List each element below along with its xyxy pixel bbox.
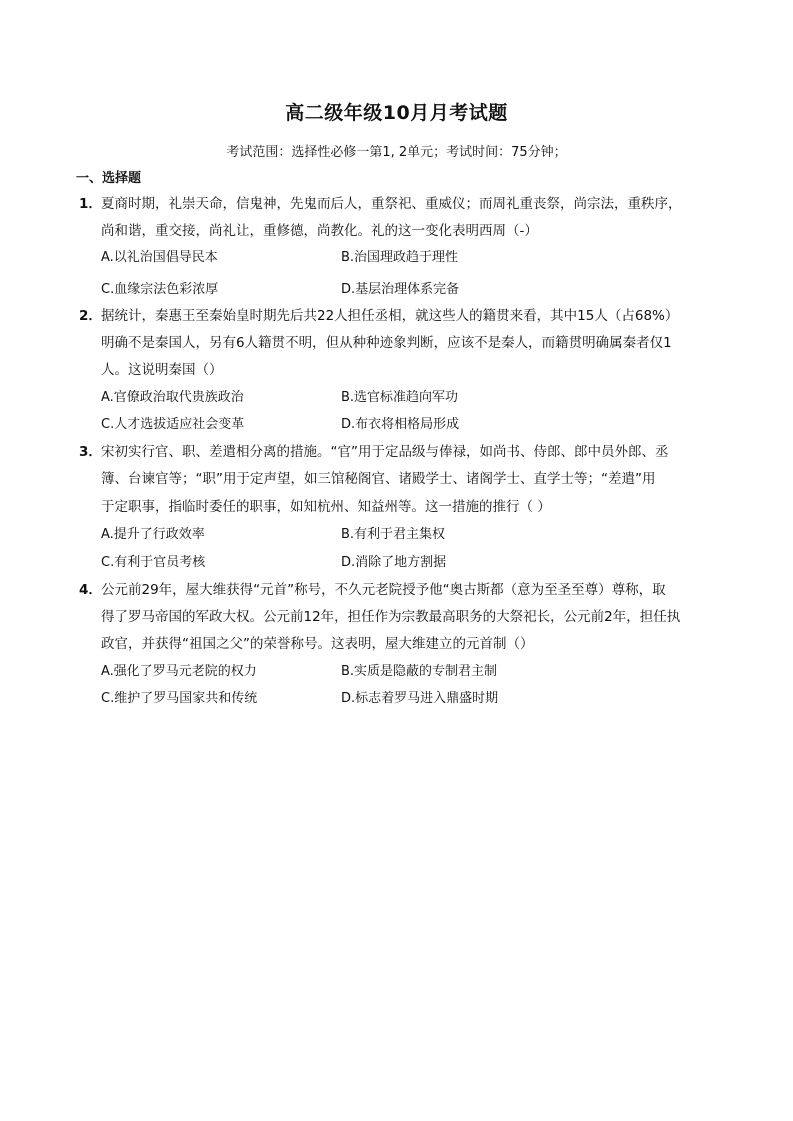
option-a: A.以礼治国倡导民本 [101,250,218,265]
option-c: C.血缘宗法色彩浓厚 [101,282,219,297]
option-c: C.维护了罗马国家共和传统 [101,691,258,706]
question-text-line: 政官，并获得“祖国之父”的荣誉称号。这表明，屋大维建立的元首制（） [101,636,534,652]
question-text-line: 人。这说明秦国（） [101,362,223,378]
question-text-line: 公元前29年，屋大维获得“元首”称号，不久元老院授予他“奥古斯都（意为至圣至尊）尊称，取 [101,582,666,598]
question-text-line: 于定职事，指临时委任的职事，如知杭州、知益州等。这一措施的推行（ ） [101,499,551,515]
page-title: 高二级年级10月月考试题 [285,102,508,124]
option-a: A.强化了罗马元老院的权力 [101,664,257,679]
option-d: D.标志着罗马进入鼎盛时期 [341,691,499,706]
question-text-line: 夏商时期，礼崇天命，信鬼神，先鬼而后人，重祭祀、重威仪；而周礼重丧祭，尚宗法，重秩序， [101,196,682,212]
option-c: C.人才选拔适应社会变革 [101,417,245,432]
question-text-line: 尚和谐，重交接，尚礼让，重修德，尚教化。礼的这一变化表明西周（-） [101,223,538,239]
option-a: A.提升了行政效率 [101,527,205,542]
option-b: B.治国理政趋于理性 [341,250,459,265]
question-number: 3． [79,444,102,460]
question-number: 2． [79,308,102,324]
question-text-line: 宋初实行官、职、差遣相分离的措施。“官”用于定品级与俸禄，如尚书、侍郎、郎中员外郎、丞 [101,444,669,460]
option-b: B.选官标准趋向军功 [341,390,459,405]
exam-info: 考试范围：选择性必修一第1, 2单元；考试时间：75分钟； [226,145,567,160]
option-c: C.有利于官员考核 [101,555,206,570]
question-number: 1． [79,196,102,212]
option-d: D.布衣将相格局形成 [341,417,460,432]
option-a: A.官僚政治取代贵族政治 [101,390,244,405]
section-heading: 一、选择题 [76,171,142,186]
question-text-line: 簿、台谏官等；“职”用于定声望，如三馆秘阁官、诸殿学士、诸阁学士、直学士等；“差遣”用 [101,471,656,487]
option-b: B.有利于君主集权 [341,527,446,542]
option-b: B.实质是隐蔽的专制君主制 [341,664,498,679]
option-d: D.消除了地方割据 [341,555,447,570]
question-text-line: 据统计，秦惠王至秦始皇时期先后共22人担任丞相，就这些人的籍贯来看，其中15人（占68%） [101,308,679,324]
question-number: 4． [79,582,102,598]
question-text-line: 得了罗马帝国的军政大权。公元前12年，担任作为宗教最高职务的大祭祀长，公元前2年，担任执 [101,609,681,625]
question-text-line: 明确不是秦国人，另有6人籍贯不明，但从种种迹象判断，应该不是秦人，而籍贯明确属秦者仅1 [101,335,672,351]
option-d: D.基层治理体系完备 [341,282,460,297]
